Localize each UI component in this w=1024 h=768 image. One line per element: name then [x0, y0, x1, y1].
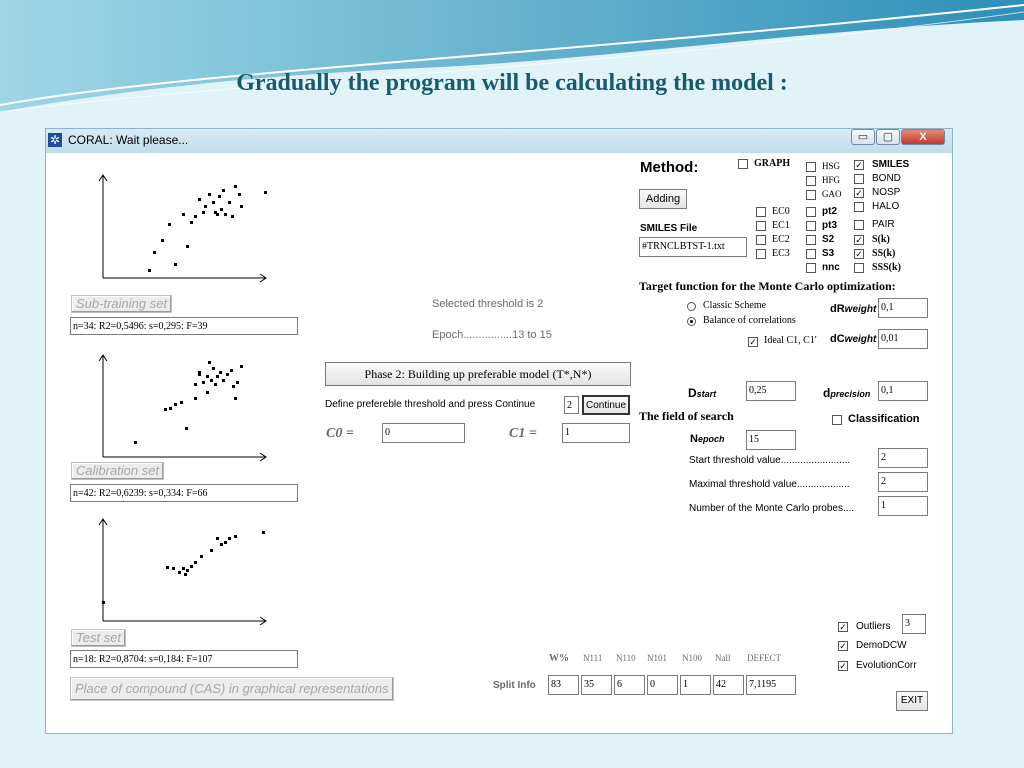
target-function-title: Target function for the Monte Carlo optimization:	[639, 279, 896, 293]
hfg-label: HFG	[822, 175, 841, 185]
test-stats: n=18: R2=0,8704: s=0,184: F=107	[70, 650, 298, 668]
split-value-w: 83	[548, 675, 579, 695]
phase-2-button[interactable]: Phase 2: Building up preferable model (T*,N*)	[325, 362, 631, 386]
test-set-button[interactable]: Test set	[71, 629, 126, 647]
ec2-label: EC2	[772, 234, 790, 245]
start-threshold-input[interactable]: 2	[878, 448, 928, 468]
split-value-nall: 42	[713, 675, 744, 695]
sk-label: S(k)	[872, 234, 890, 245]
continue-button[interactable]: Continue	[582, 395, 630, 415]
s3-checkbox[interactable]	[806, 249, 816, 259]
start-threshold-label: Start threshold value.........................	[689, 455, 851, 466]
dc-weight-input[interactable]: 0,01	[878, 329, 928, 349]
background-wave	[0, 0, 1024, 130]
democdcw-checkbox[interactable]: ✓	[839, 641, 847, 651]
classic-scheme-label: Classic Scheme	[703, 300, 767, 311]
smiles-file-label: SMILES File	[640, 223, 698, 234]
smiles-label: SMILES	[872, 159, 910, 170]
nnc-label: nnc	[822, 262, 840, 273]
outliers-label: Outliers	[856, 621, 891, 632]
adding-button[interactable]: Adding	[639, 189, 687, 209]
sk-checkbox[interactable]: ✓	[855, 235, 863, 245]
nosp-label: NOSP	[872, 187, 901, 198]
maximize-button[interactable]: ▢	[876, 129, 900, 145]
ec1-checkbox[interactable]	[756, 221, 766, 231]
ec3-label: EC3	[772, 248, 790, 259]
threshold-input[interactable]: 2	[564, 396, 579, 414]
sub-training-stats: n=34: R2=0,5496: s=0,295: F=39	[70, 317, 298, 335]
close-button[interactable]: X	[901, 129, 945, 145]
split-header-defect: DEFECT	[747, 653, 782, 663]
method-title: Method:	[640, 159, 699, 176]
split-value-n111: 35	[581, 675, 612, 695]
d-start-input[interactable]: 0,25	[746, 381, 796, 401]
sssk-label: SSS(k)	[872, 262, 901, 273]
c1-label: C1 =	[509, 426, 537, 441]
d-start-label: Dstart	[688, 386, 717, 400]
split-header-nall: Nall	[715, 653, 731, 663]
classic-scheme-radio[interactable]	[687, 302, 696, 311]
hsg-checkbox[interactable]	[806, 162, 816, 172]
calibration-stats: n=42: R2=0,6239: s=0,334: F=66	[70, 484, 298, 502]
monte-carlo-probes-label: Number of the Monte Carlo probes....	[689, 503, 855, 514]
n-epoch-label: Nepoch	[690, 433, 725, 445]
pair-checkbox[interactable]	[854, 220, 864, 230]
calibration-plot	[86, 343, 286, 463]
evolutioncorr-checkbox[interactable]: ✓	[839, 661, 847, 671]
democdcw-label: DemoDCW	[856, 640, 907, 651]
pt2-label: pt2	[822, 206, 837, 217]
split-header-n100: N100	[682, 653, 702, 663]
minimize-button[interactable]: ▭	[851, 129, 875, 145]
nosp-checkbox[interactable]: ✓	[855, 188, 863, 198]
calibration-set-button[interactable]: Calibration set	[71, 462, 164, 480]
exit-button[interactable]: EXIT	[896, 691, 928, 711]
ec2-checkbox[interactable]	[756, 235, 766, 245]
classification-checkbox[interactable]	[832, 415, 842, 425]
bond-label: BOND	[872, 173, 901, 184]
smiles-checkbox[interactable]: ✓	[855, 160, 863, 170]
outliers-checkbox[interactable]: ✓	[839, 622, 847, 632]
split-value-n110: 6	[614, 675, 645, 695]
window-titlebar	[46, 129, 952, 153]
split-header-n110: N110	[616, 653, 636, 663]
slide-title: Gradually the program will be calculating the model :	[236, 70, 788, 96]
ec3-checkbox[interactable]	[756, 249, 766, 259]
balance-correlations-radio[interactable]	[687, 317, 696, 326]
graph-checkbox[interactable]	[738, 159, 748, 169]
window-title: CORAL: Wait please...	[68, 133, 189, 147]
coral-app-icon: ✲	[49, 133, 61, 147]
s2-label: S2	[822, 234, 835, 245]
smiles-file-input[interactable]: #TRNCLBTST-1.txt	[639, 237, 747, 257]
nnc-checkbox[interactable]	[806, 263, 816, 273]
halo-checkbox[interactable]	[854, 202, 864, 212]
gao-checkbox[interactable]	[806, 190, 816, 200]
outliers-input[interactable]: 3	[902, 614, 926, 634]
c1-input[interactable]: 1	[562, 423, 630, 443]
split-value-defect: 7,1195	[746, 675, 796, 695]
selected-threshold-text: Selected threshold is 2	[432, 298, 544, 310]
window-client-area	[46, 153, 952, 733]
ssk-label: SS(k)	[872, 248, 896, 259]
split-header-w: W%	[549, 653, 569, 664]
dr-weight-input[interactable]: 0,1	[878, 298, 928, 318]
d-precision-label: dprecision	[823, 386, 871, 400]
define-threshold-text: Define prefereble threshold and press Continue	[325, 399, 536, 410]
place-of-compound-button[interactable]: Place of compound (CAS) in graphical representations	[70, 677, 394, 701]
split-header-n101: N101	[647, 653, 667, 663]
coral-window	[45, 128, 953, 734]
sub-training-set-button[interactable]: Sub-training set	[71, 295, 172, 313]
ec0-checkbox[interactable]	[756, 207, 766, 217]
sssk-checkbox[interactable]	[854, 263, 864, 273]
balance-correlations-label: Balance of correlations	[703, 315, 796, 326]
dc-weight-label: dCweight	[830, 333, 877, 345]
c0-input[interactable]: 0	[382, 423, 465, 443]
monte-carlo-probes-input[interactable]: 1	[878, 496, 928, 516]
ec1-label: EC1	[772, 220, 790, 231]
ec0-label: EC0	[772, 206, 790, 217]
split-info-label: Split Info	[493, 680, 536, 691]
n-epoch-input[interactable]: 15	[746, 430, 796, 450]
field-of-search-title: The field of search	[639, 409, 734, 423]
ssk-checkbox[interactable]: ✓	[855, 249, 863, 259]
s3-label: S3	[822, 248, 835, 259]
dr-weight-label: dRweight	[830, 303, 877, 315]
graph-label: GRAPH	[754, 158, 791, 169]
ideal-c1-label: Ideal C1, C1'	[764, 335, 817, 346]
evolutioncorr-label: EvolutionCorr	[856, 660, 917, 671]
gao-label: GAO	[822, 189, 842, 199]
pt2-checkbox[interactable]	[806, 207, 816, 217]
hfg-checkbox[interactable]	[806, 176, 816, 186]
classification-label: Classification	[848, 413, 920, 425]
ideal-c1-checkbox[interactable]: ✓	[749, 337, 757, 347]
max-threshold-label: Maximal threshold value...................	[689, 479, 850, 490]
hsg-label: HSG	[822, 161, 841, 171]
pt3-checkbox[interactable]	[806, 221, 816, 231]
max-threshold-input[interactable]: 2	[878, 472, 928, 492]
s2-checkbox[interactable]	[806, 235, 816, 245]
c0-label: C0 =	[326, 426, 354, 441]
d-precision-input[interactable]: 0,1	[878, 381, 928, 401]
split-header-n111: N111	[583, 653, 603, 663]
test-plot	[86, 511, 286, 631]
pair-label: PAIR	[872, 219, 895, 230]
split-value-n101: 0	[647, 675, 678, 695]
epoch-text: Epoch................13 to 15	[432, 329, 552, 341]
bond-checkbox[interactable]	[854, 174, 864, 184]
sub-training-plot	[86, 153, 286, 283]
pt3-label: pt3	[822, 220, 837, 231]
split-value-n100: 1	[680, 675, 711, 695]
halo-label: HALO	[872, 201, 900, 212]
